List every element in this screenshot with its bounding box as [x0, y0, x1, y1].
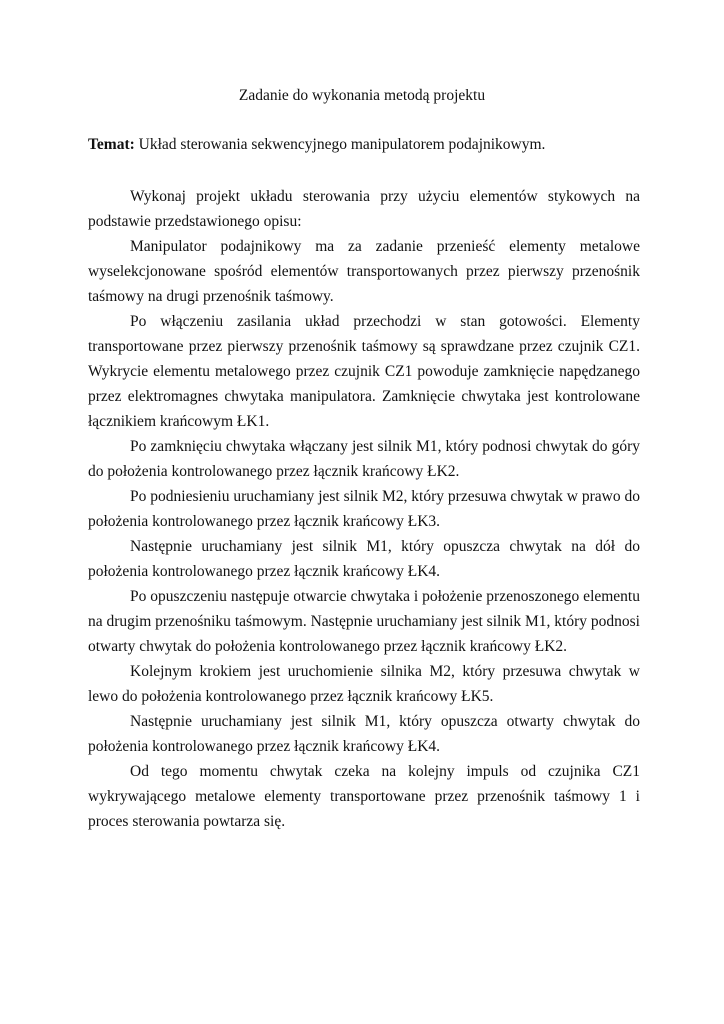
paragraph-instruction: Wykonaj projekt układu sterowania przy użyciu elementów stykowych na podstawie przedstawionego opisu:: [88, 188, 640, 230]
paragraph-lift-m1: Po zamknięciu chwytaka włączany jest silnik M1, który podnosi chwytak do góry do położenia kontrolowanego przez łącznik krańcowy ŁK2.: [88, 438, 640, 480]
topic-label: Temat:: [88, 136, 135, 153]
paragraph-move-right-m2: Po podniesieniu uruchamiany jest silnik M2, który przesuwa chwytak w prawo do położenia kontrolowanego przez łącznik krańcowy ŁK3.: [88, 488, 640, 530]
paragraph-lower-m1: Następnie uruchamiany jest silnik M1, który opuszcza chwytak na dół do położenia kontrolowanego przez łącznik krańcowy ŁK4.: [88, 538, 640, 580]
document-body: [88, 184, 640, 834]
paragraph-lower-open: Następnie uruchamiany jest silnik M1, który opuszcza otwarty chwytak do położenia kontrolowanego przez łącznik krańcowy ŁK4.: [88, 713, 640, 755]
paragraph-move-left-m2: Kolejnym krokiem jest uruchomienie silnika M2, który przesuwa chwytak w lewo do położenia kontrolowanego przez łącznik krańcowy ŁK5.: [88, 663, 640, 705]
topic-line: [88, 135, 648, 155]
topic-text: Układ sterowania sekwencyjnego manipulatorem podajnikowym.: [134, 136, 546, 153]
paragraph-release: Po opuszczeniu następuje otwarcie chwytaka i położenie przenoszonego elementu na drugim przenośniku taśmowym. Następnie uruchamiany jest silnik M1, który podnosi otwarty chwytak do położenia kontrolowanego przez łącznik krańcowy ŁK2.: [88, 588, 640, 655]
paragraph-manipulator-task: Manipulator podajnikowy ma za zadanie przenieść elementy metalowe wyselekcjonowane spośród elementów transportowanych przez pierwszy przenośnik taśmowy na drugi przenośnik taśmowy.: [88, 238, 640, 305]
paragraph-cycle-repeat: Od tego momentu chwytak czeka na kolejny impuls od czujnika CZ1 wykrywającego metalowe elementy transportowane przez przenośnik taśmowy 1 i proces sterowania powtarza się.: [88, 763, 640, 830]
document-title: Zadanie do wykonania metodą projektu: [238, 87, 486, 104]
paragraph-power-on: Po włączeniu zasilania układ przechodzi w stan gotowości. Elementy transportowane przez pierwszy przenośnik taśmowy są sprawdzane przez czujnik CZ1. Wykrycie elementu metalowego przez czujnik CZ1 powoduje zamknięcie napędzanego przez elektromagnes chwytaka manipulatora. Zamknięcie chwytaka jest kontrolowane łącznikiem krańcowym ŁK1.: [88, 313, 640, 430]
